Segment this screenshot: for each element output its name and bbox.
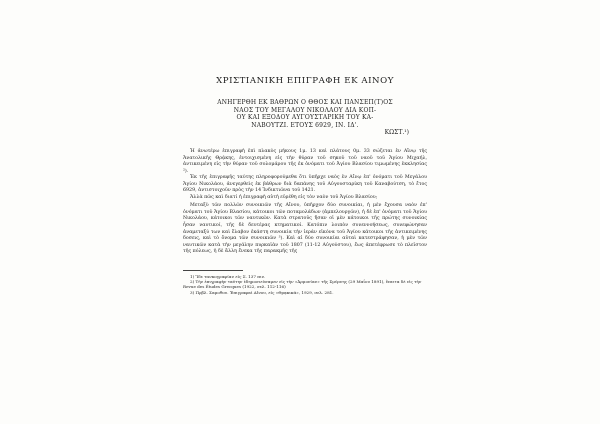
footnote: 3) Πρβλ. Σαμοθου. Ἐπιγραφαὶ Αἴνου, εἰς «Θρᾳκικά», 1929, σελ. 281. <box>190 289 334 295</box>
body-paragraph: Ἐκ τῆς ἐπιγραφῆς ταύτης πληροφορούμεθα ὅτι ὑπῆρχε ναὸς ἐν Αἴνῳ ἐπ' ὀνόματι τοῦ Μεγάλου Ἁγίου Νικολάου, ἀνεγερθεὶς ἐκ βάθρων διὰ δαπάνης τοῦ Αὐγουσταρίκη τοῦ Καναβούτση, τὸ ἔτος 6929, ἀντιστοιχοῦν πρὸς τὴν 14 Ἰνδικτιῶνα τοῦ 1421. <box>183 175 427 194</box>
inscription-subtitle <box>183 99 427 137</box>
subtitle-line: ΑΝΗΓΕΡΘΗ ΕΚ ΒΑΘΡΩΝ Ο ΘΘΟΣ ΚΑΙ ΠΑΝΣΕΠ(Τ)ΟΣ <box>217 99 393 106</box>
footnote: 1) Ἴδε τανκογραφίαν εἰς Σ. 137 πιν. <box>190 273 266 279</box>
body-paragraph: Μεταξὺ τῶν πολλῶν συνοικιῶν τῆς Αἴνου, ὑπῆρχον δύο συνοικίαι, ἡ μὲν ἔχουσα ναὸν ἐπ' ὀνόματι τοῦ Ἁγίου Βλασίου, κάτοικοι τῶν ποταμολάδων (ἁμπελουργῶν), ἡ δὲ ἐπ' ὀνόματι τοῦ Ἁγίου Νικολάου, κάτοικοι τῶν ναυτικῶν. Κατὰ στρατοῦς ἤσαν οἱ μὲν κάτοικοι τῆς πρώτης συνοικίας ἦσαν ναυτικοί, τῆς δὲ δευτέρας κτηματικοί. Κατόπιν λοιπὸν συνεννοήσεως, συνεφώνησαν ἀναμεταξύ των καὶ ἔλαβον ἑκάστη συνοικία τὴν ἱεράν εἰκόνα τοῦ Ἁγίου κάτοικοι τῆς ἀντικειμένης δοσεις, καὶ τὸ ὄνομα τῶν συνοικιῶν ³). Καὶ αἱ δύο συνοικίαι αὐταὶ κατεστράφησαν, ἡ μὲν τῶν ναυτικῶν κατὰ τὴν μεγάλην πυρκαϊὰν τοῦ 1807 (11-12 Αὐγούστου), ἕως ἀπετέφρωσε τὸ πλεῖστον τῆς πόλεως, ἡ δὲ ἄλλη ἕνεκα τῆς παρακμῆς τῆς <box>183 203 427 255</box>
document-title: ΧΡΙΣΤΙΑΝΙΚΗ ΕΠΙΓΡΑΦΗ ΕΚ ΑΙΝΟΥ <box>216 76 394 86</box>
subtitle-line: ΝΑΟΣ ΤΟΥ ΜΕΓΑΛΟΥ ΝΙΚΟΛΑΟΥ ΔΙΑ ΚΟΠ- <box>233 106 377 114</box>
body-paragraph: Ἀλλὰ πῶς καὶ διατί ἡ ἐπιγραφὴ αὐτὴ εὑρέθη εἰς τὸν ναὸν τοῦ Ἁγίου Βλασίου; <box>190 194 378 200</box>
footnote: 2) Τὴν ἐπιγραφὴν ταύτην ἐδημοσιεύσαμεν εἰς τὴν «Ἀρμονίαν» τῆς Σμύρνης (29 Μαΐου 1891), ἔπειτα δὲ εἰς τὴν Revue des Études Grecques (1922, σελ. 112-116) <box>183 279 422 290</box>
body-paragraph: Ἡ ἀνωτέρω ἐπιγραφὴ ἐπὶ πλακὸς μήκους 1μ. 13 καὶ πλάτους 0μ. 33 σώζεται ἐν Αἴνῳ τῆς Ἀνατολικῆς Θρᾴκης, ἐντοιχισμένη εἰς τὴν θύραν τοῦ σηκοῦ τοῦ ναοῦ τοῦ Ἁγίου Μιχαήλ, ἀντικειμένη εἰς τὴν θύραν τοῦ σολομάρου τῆς ἐκ ὀνόματι τοῦ Ἁγίου Βλασίου τιμωμένης ἐκκλησίας ²). <box>183 148 427 174</box>
subtitle-line: ΝΑΒΟΥΤΖΙ. ΕΤΟΥΣ 6929, ΙΝ. ΙΔ'. <box>251 121 359 129</box>
body-text <box>183 149 427 256</box>
subtitle-line: ΟΥ ΚΑΙ ΕΞΟΔΟΥ ΑΥΓΟΥΣΤΑΡΙΚΗ ΤΟΥ ΚΑ- <box>236 114 374 122</box>
footnote-divider <box>183 270 243 271</box>
footnotes <box>183 274 427 295</box>
document-content <box>183 76 427 295</box>
subtitle-reference: ΚΩΣΤ.¹) <box>384 129 409 137</box>
